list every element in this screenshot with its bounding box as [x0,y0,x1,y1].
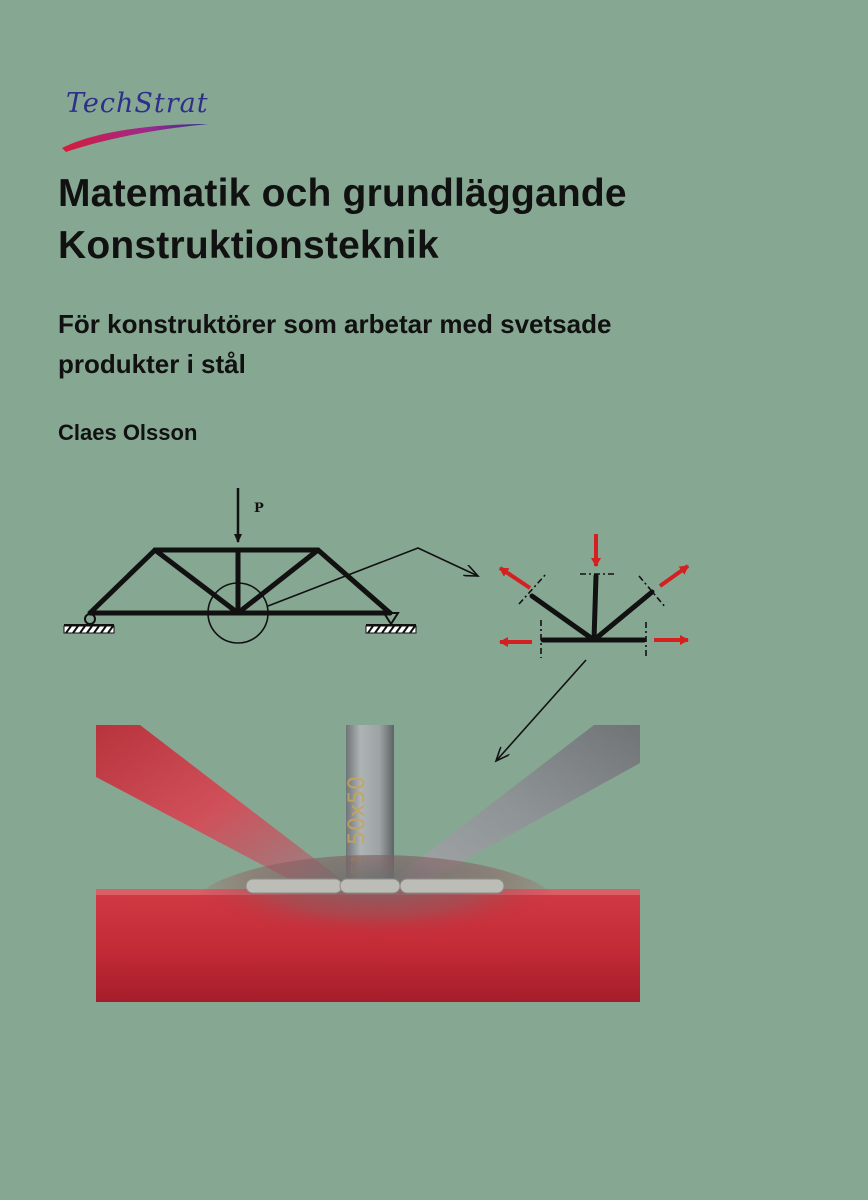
book-subtitle [58,304,838,384]
title-line-2: Konstruktionsteknik [58,224,439,267]
subtitle-line-1: För konstruktörer som arbetar med svetsade [58,309,612,339]
stencil-marking: 50x50 [345,775,370,845]
right-support [366,613,416,633]
techstrat-logo [58,82,228,154]
left-support [64,614,114,633]
subtitle-line-2: produkter i stål [58,349,246,379]
title-line-1: Matematik och grundläggande [58,172,627,215]
weld-beads [246,879,504,893]
book-title [58,168,838,272]
author-name: Claes Olsson [58,420,198,445]
logo-text: TechStrat [66,88,209,119]
truss-members [90,550,390,613]
free-body-node [500,534,688,658]
load-label: P [254,501,264,516]
welded-joint-photo [96,725,640,1002]
